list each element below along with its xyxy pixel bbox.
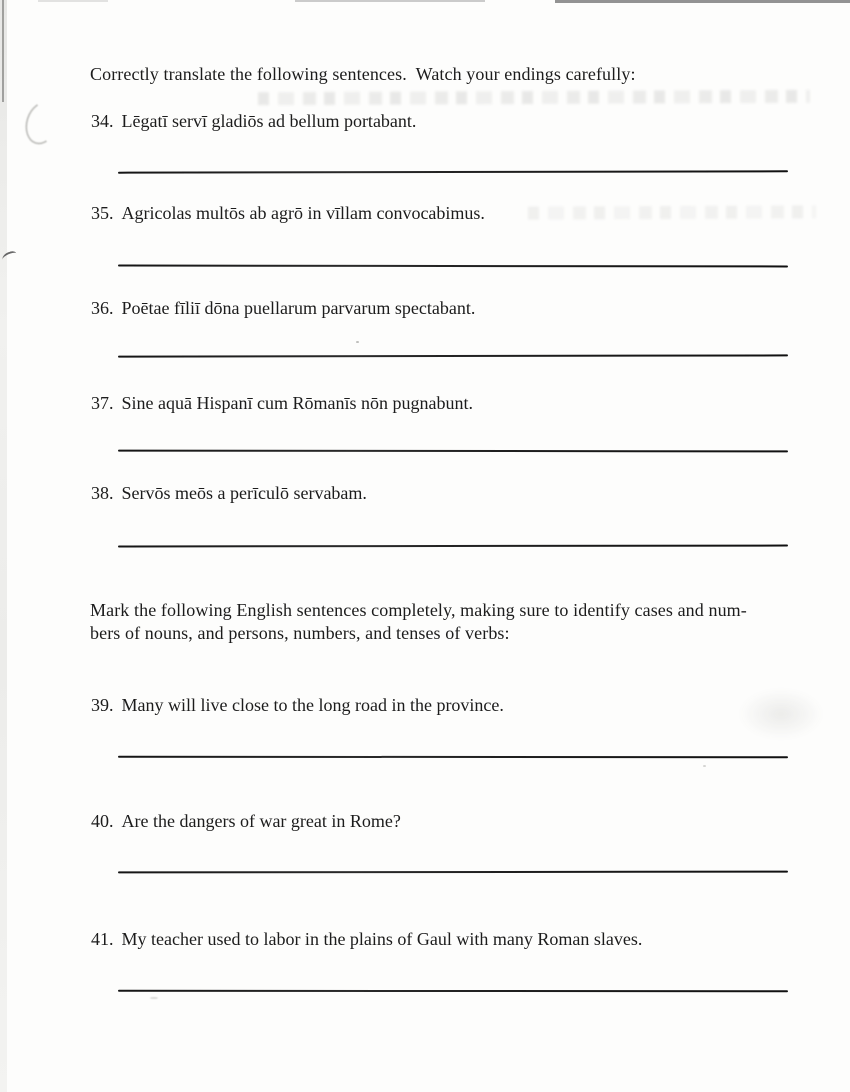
answer-line-40 — [118, 871, 788, 874]
question-40 — [91, 810, 807, 832]
scan-top-edge — [38, 0, 108, 2]
question-34 — [91, 110, 807, 132]
section2-instructions — [90, 599, 806, 645]
question-number: 39. — [91, 695, 114, 715]
section2-instructions-line2: bers of nouns, and persons, numbers, and tenses of verbs: — [90, 623, 510, 643]
question-text: Lēgatī servī gladiōs ad bellum portabant. — [121, 111, 417, 131]
scan-top-edge — [555, 0, 850, 3]
section2-instructions-line1: Mark the following English sentences completely, making sure to identify cases and num- — [90, 600, 747, 620]
scan-left-edge-line — [2, 0, 4, 102]
answer-line-37 — [118, 450, 788, 453]
answer-line-35 — [118, 265, 788, 268]
question-38 — [91, 482, 807, 504]
question-number: 38. — [91, 483, 114, 503]
question-text: Agricolas multōs ab agrō in vīllam convocabimus. — [121, 203, 485, 223]
question-number: 34. — [91, 111, 114, 131]
answer-line-38 — [118, 545, 788, 548]
question-text: My teacher used to labor in the plains of Gaul with many Roman slaves. — [121, 929, 643, 949]
question-36 — [91, 297, 807, 319]
question-number: 36. — [91, 298, 114, 318]
question-number: 35. — [91, 203, 114, 223]
question-39 — [91, 694, 807, 716]
answer-line-34 — [118, 170, 788, 173]
section1-instructions: Correctly translate the following sentences. Watch your endings carefully: — [90, 64, 636, 84]
question-text: Sine aquā Hispanī cum Rōmanīs nōn pugnabunt. — [121, 393, 473, 413]
question-text: Are the dangers of war great in Rome? — [121, 811, 401, 831]
scan-bleedthrough-text — [258, 90, 810, 105]
question-37 — [91, 392, 807, 414]
question-text: Many will live close to the long road in the province. — [121, 695, 504, 715]
scan-speck — [356, 341, 359, 343]
scan-speck — [703, 765, 706, 767]
question-number: 37. — [91, 393, 114, 413]
scan-top-edge — [295, 0, 485, 2]
answer-line-39 — [118, 756, 788, 759]
question-number: 40. — [91, 811, 114, 831]
answer-line-41 — [118, 990, 788, 992]
question-text: Poētae fīliī dōna puellarum parvarum spectabant. — [121, 298, 476, 318]
scan-speck — [150, 997, 158, 999]
scan-left-edge — [0, 0, 7, 1092]
scan-smudge-circle — [20, 97, 64, 149]
question-number: 41. — [91, 929, 114, 949]
question-41 — [91, 928, 807, 950]
answer-line-36 — [118, 354, 788, 357]
question-text: Servōs meōs a perīculō servabam. — [121, 483, 367, 503]
question-35 — [91, 202, 807, 224]
